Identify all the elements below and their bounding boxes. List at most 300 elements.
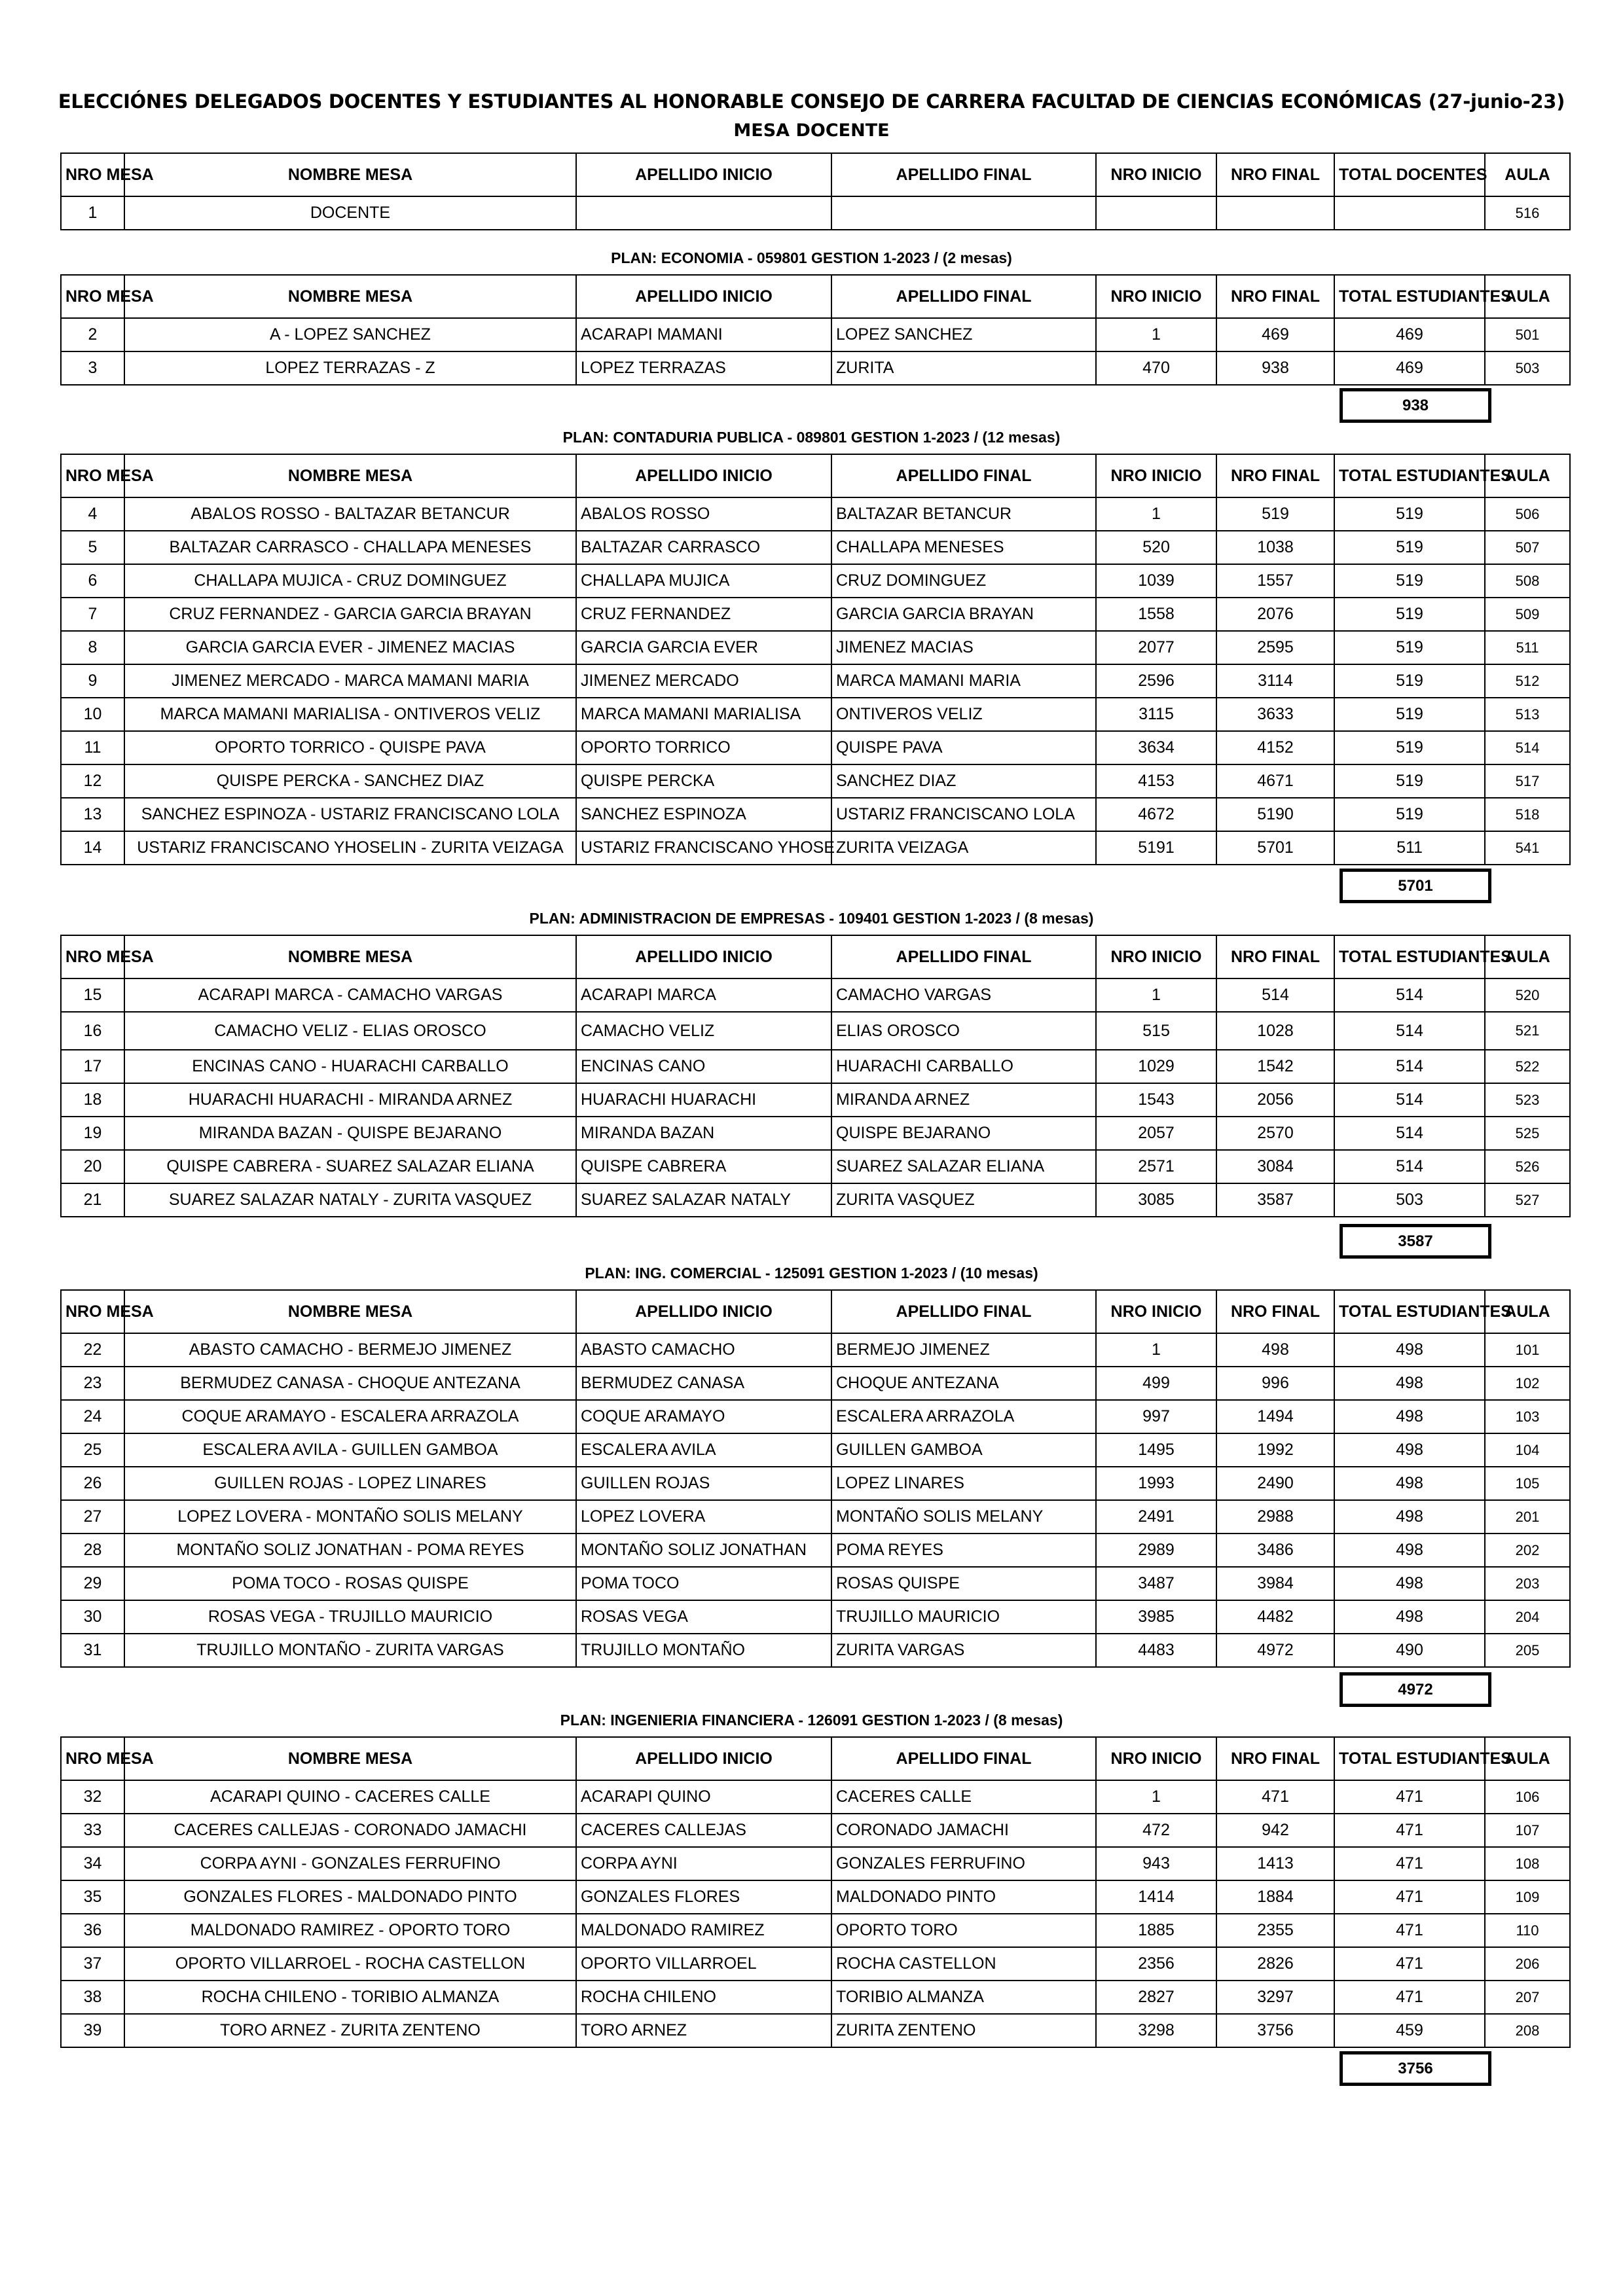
table-cell: OPORTO TORRICO (576, 731, 831, 764)
table-cell: ELIAS OROSCO (831, 1012, 1096, 1050)
table-cell: 2596 (1096, 664, 1216, 698)
table-cell: SUAREZ SALAZAR ELIANA (831, 1150, 1096, 1183)
plan-title: PLAN: CONTADURIA PUBLICA - 089801 GESTION 1-2023 / (12 mesas) (562, 429, 1061, 446)
table-cell: 471 (1334, 1947, 1485, 1981)
table-cell: ZURITA ZENTENO (831, 2014, 1096, 2047)
table-cell: 3297 (1216, 1981, 1334, 2014)
table-cell: 515 (1096, 1012, 1216, 1050)
column-header: APELLIDO FINAL (831, 1737, 1096, 1780)
document-title: ELECCIÓNES DELEGADOS DOCENTES Y ESTUDIANTES AL HONORABLE CONSEJO DE CARRERA FACULTAD DE CIENCIAS ECONÓMICAS (27-junio-23) (58, 90, 1565, 113)
table-row (61, 196, 1570, 230)
table-cell: 520 (1096, 531, 1216, 564)
table-header-row (61, 153, 1570, 196)
table-cell: 2491 (1096, 1500, 1216, 1534)
table-cell: 498 (1334, 1600, 1485, 1634)
table-cell: 2076 (1216, 598, 1334, 631)
table-cell: 201 (1485, 1500, 1570, 1534)
column-header: NRO MESA (61, 935, 124, 978)
table-cell: BERMUDEZ CANASA (576, 1367, 831, 1400)
table-cell: LOPEZ SANCHEZ (831, 318, 1096, 351)
table-cell: 1414 (1096, 1880, 1216, 1914)
table-cell: QUISPE PERCKA (576, 764, 831, 798)
table-cell: JIMENEZ MERCADO (576, 664, 831, 698)
table-cell: QUISPE CABRERA - SUAREZ SALAZAR ELIANA (124, 1150, 576, 1183)
column-header: TOTAL ESTUDIANTES (1334, 454, 1485, 497)
table-cell: COQUE ARAMAYO - ESCALERA ARRAZOLA (124, 1400, 576, 1433)
table-cell: 498 (1334, 1467, 1485, 1500)
table-row (61, 1433, 1570, 1467)
table-row (61, 1534, 1570, 1567)
table-cell: 108 (1485, 1847, 1570, 1880)
table-cell: MONTAÑO SOLIZ JONATHAN - POMA REYES (124, 1534, 576, 1567)
table-cell: 3756 (1216, 2014, 1334, 2047)
table-cell: ROSAS VEGA - TRUJILLO MAURICIO (124, 1600, 576, 1634)
table-cell: 508 (1485, 564, 1570, 598)
table-cell: 490 (1334, 1634, 1485, 1667)
table-header-row (61, 275, 1570, 318)
table-cell: ROCHA CHILENO - TORIBIO ALMANZA (124, 1981, 576, 2014)
table-cell: SUAREZ SALAZAR NATALY - ZURITA VASQUEZ (124, 1183, 576, 1217)
column-header: AULA (1485, 935, 1570, 978)
table-cell: 522 (1485, 1050, 1570, 1083)
column-header: NRO INICIO (1096, 275, 1216, 318)
table-cell (1216, 196, 1334, 230)
table-cell: ROCHA CASTELLON (831, 1947, 1096, 1981)
table-cell: CORPA AYNI - GONZALES FERRUFINO (124, 1847, 576, 1880)
table-cell: ZURITA VEIZAGA (831, 831, 1096, 865)
table-cell: POMA TOCO (576, 1567, 831, 1600)
table-cell: 3 (61, 351, 124, 385)
table-cell: DOCENTE (124, 196, 576, 230)
table-cell: MONTAÑO SOLIS MELANY (831, 1500, 1096, 1534)
table-cell: TRUJILLO MAURICIO (831, 1600, 1096, 1634)
table-cell: 102 (1485, 1367, 1570, 1400)
table-cell: 1542 (1216, 1050, 1334, 1083)
table-cell: 2595 (1216, 631, 1334, 664)
table-cell: 3486 (1216, 1534, 1334, 1567)
table-cell: 20 (61, 1150, 124, 1183)
table-row (61, 831, 1570, 865)
table-cell: 527 (1485, 1183, 1570, 1217)
table-cell: 1495 (1096, 1433, 1216, 1467)
table-cell: MARCA MAMANI MARIALISA (576, 698, 831, 731)
table-cell: 514 (1334, 1150, 1485, 1183)
table-cell: 2057 (1096, 1117, 1216, 1150)
table-cell: 33 (61, 1814, 124, 1847)
table-cell: GONZALES FLORES (576, 1880, 831, 1914)
table-cell: ESCALERA AVILA (576, 1433, 831, 1467)
table-cell: 514 (1334, 1083, 1485, 1117)
plan-total: 4972 (1340, 1672, 1491, 1707)
table-cell: 2571 (1096, 1150, 1216, 1183)
table-cell: HUARACHI HUARACHI - MIRANDA ARNEZ (124, 1083, 576, 1117)
table-row (61, 1012, 1570, 1050)
table-cell: 498 (1334, 1333, 1485, 1367)
table-cell: BALTAZAR CARRASCO - CHALLAPA MENESES (124, 531, 576, 564)
table-cell: 943 (1096, 1847, 1216, 1880)
table-cell: 517 (1485, 764, 1570, 798)
table-cell: 471 (1216, 1780, 1334, 1814)
table-row (61, 564, 1570, 598)
table-cell: ESCALERA AVILA - GUILLEN GAMBOA (124, 1433, 576, 1467)
table-cell: 511 (1485, 631, 1570, 664)
table-cell: 204 (1485, 1600, 1570, 1634)
mesa-table (60, 1736, 1571, 2048)
table-cell: 1992 (1216, 1433, 1334, 1467)
table-cell: 1884 (1216, 1880, 1334, 1914)
column-header: APELLIDO FINAL (831, 275, 1096, 318)
document-subtitle: MESA DOCENTE (733, 120, 890, 141)
table-cell: CAMACHO VARGAS (831, 978, 1096, 1012)
table-cell: 509 (1485, 598, 1570, 631)
table-header-row (61, 1290, 1570, 1333)
table-cell: 4483 (1096, 1634, 1216, 1667)
table-cell: 519 (1334, 731, 1485, 764)
table-row (61, 1183, 1570, 1217)
table-cell: 514 (1485, 731, 1570, 764)
table-cell: CACERES CALLE (831, 1780, 1096, 1814)
table-cell: 519 (1334, 497, 1485, 531)
table-cell: 22 (61, 1333, 124, 1367)
table-cell: 34 (61, 1847, 124, 1880)
table-cell: USTARIZ FRANCISCANO LOLA (831, 798, 1096, 831)
table-cell: MIRANDA BAZAN (576, 1117, 831, 1150)
table-cell: CACERES CALLEJAS - CORONADO JAMACHI (124, 1814, 576, 1847)
column-header: NRO FINAL (1216, 153, 1334, 196)
table-row (61, 318, 1570, 351)
table-cell: ACARAPI MARCA (576, 978, 831, 1012)
column-header: NRO MESA (61, 275, 124, 318)
table-cell: 1993 (1096, 1467, 1216, 1500)
table-cell: ENCINAS CANO - HUARACHI CARBALLO (124, 1050, 576, 1083)
table-cell: 501 (1485, 318, 1570, 351)
table-cell: CRUZ FERNANDEZ (576, 598, 831, 631)
column-header: NRO MESA (61, 1737, 124, 1780)
table-cell: SANCHEZ DIAZ (831, 764, 1096, 798)
column-header: AULA (1485, 454, 1570, 497)
table-cell: TORO ARNEZ (576, 2014, 831, 2047)
column-header: AULA (1485, 1737, 1570, 1780)
table-cell: 503 (1334, 1183, 1485, 1217)
table-cell: 32 (61, 1780, 124, 1814)
table-cell: 1 (1096, 1780, 1216, 1814)
table-cell: TORO ARNEZ - ZURITA ZENTENO (124, 2014, 576, 2047)
table-row (61, 1847, 1570, 1880)
table-cell: 2827 (1096, 1981, 1216, 2014)
table-cell: 472 (1096, 1814, 1216, 1847)
table-cell: 1029 (1096, 1050, 1216, 1083)
table-cell: 106 (1485, 1780, 1570, 1814)
table-cell: 471 (1334, 1780, 1485, 1814)
table-cell: ZURITA (831, 351, 1096, 385)
column-header: APELLIDO FINAL (831, 935, 1096, 978)
table-cell: 2355 (1216, 1914, 1334, 1947)
table-row (61, 1400, 1570, 1433)
table-cell: ESCALERA ARRAZOLA (831, 1400, 1096, 1433)
table-cell: 207 (1485, 1981, 1570, 2014)
table-cell: GARCIA GARCIA EVER (576, 631, 831, 664)
table-cell: 503 (1485, 351, 1570, 385)
table-cell: 3984 (1216, 1567, 1334, 1600)
column-header: NRO INICIO (1096, 454, 1216, 497)
table-cell: CACERES CALLEJAS (576, 1814, 831, 1847)
table-cell: GARCIA GARCIA EVER - JIMENEZ MACIAS (124, 631, 576, 664)
plan-title: PLAN: INGENIERIA FINANCIERA - 126091 GESTION 1-2023 / (8 mesas) (560, 1712, 1063, 1729)
table-row (61, 2014, 1570, 2047)
table-cell: 1558 (1096, 598, 1216, 631)
table-cell: 3114 (1216, 664, 1334, 698)
table-cell: USTARIZ FRANCISCANO YHOSELIN - ZURITA VEIZAGA (124, 831, 576, 865)
table-cell: ROSAS VEGA (576, 1600, 831, 1634)
column-header: APELLIDO INICIO (576, 454, 831, 497)
table-cell: 519 (1216, 497, 1334, 531)
table-row (61, 1567, 1570, 1600)
column-header: NRO FINAL (1216, 454, 1334, 497)
column-header: AULA (1485, 275, 1570, 318)
table-cell: 518 (1485, 798, 1570, 831)
table-cell: 2570 (1216, 1117, 1334, 1150)
table-cell: 14 (61, 831, 124, 865)
table-cell: 28 (61, 1534, 124, 1567)
column-header: NOMBRE MESA (124, 153, 576, 196)
column-header: TOTAL ESTUDIANTES (1334, 275, 1485, 318)
table-cell: ZURITA VARGAS (831, 1634, 1096, 1667)
table-cell: 105 (1485, 1467, 1570, 1500)
table-cell: 29 (61, 1567, 124, 1600)
mesa-table (60, 1289, 1571, 1668)
table-cell: 7 (61, 598, 124, 631)
table-row (61, 1333, 1570, 1367)
table-row (61, 531, 1570, 564)
table-cell: 498 (1334, 1433, 1485, 1467)
table-cell: 1557 (1216, 564, 1334, 598)
table-cell (1096, 196, 1216, 230)
table-cell: MARCA MAMANI MARIALISA - ONTIVEROS VELIZ (124, 698, 576, 731)
table-cell: 107 (1485, 1814, 1570, 1847)
table-cell: 514 (1334, 1117, 1485, 1150)
table-cell: 498 (1334, 1367, 1485, 1400)
table-cell: 2826 (1216, 1947, 1334, 1981)
table-cell: JIMENEZ MACIAS (831, 631, 1096, 664)
table-cell: 469 (1334, 351, 1485, 385)
table-cell: 512 (1485, 664, 1570, 698)
table-cell: OPORTO VILLARROEL - ROCHA CASTELLON (124, 1947, 576, 1981)
column-header: NRO FINAL (1216, 935, 1334, 978)
table-cell: 5 (61, 531, 124, 564)
table-cell: TRUJILLO MONTAÑO (576, 1634, 831, 1667)
table-cell: 521 (1485, 1012, 1570, 1050)
table-cell: 24 (61, 1400, 124, 1433)
table-cell: 15 (61, 978, 124, 1012)
table-cell: 12 (61, 764, 124, 798)
table-row (61, 1600, 1570, 1634)
table-cell: OPORTO TORRICO - QUISPE PAVA (124, 731, 576, 764)
table-cell: 514 (1334, 978, 1485, 1012)
table-cell: 18 (61, 1083, 124, 1117)
table-cell: 471 (1334, 1814, 1485, 1847)
table-cell: 3985 (1096, 1600, 1216, 1634)
column-header: AULA (1485, 153, 1570, 196)
column-header: NRO MESA (61, 454, 124, 497)
table-cell: ABASTO CAMACHO (576, 1333, 831, 1367)
column-header: NRO INICIO (1096, 1290, 1216, 1333)
table-cell: 519 (1334, 798, 1485, 831)
table-cell: 519 (1334, 764, 1485, 798)
table-cell: 471 (1334, 1847, 1485, 1880)
table-cell: ZURITA VASQUEZ (831, 1183, 1096, 1217)
table-cell: 19 (61, 1117, 124, 1150)
table-cell: 498 (1334, 1567, 1485, 1600)
table-cell: 519 (1334, 664, 1485, 698)
table-cell: BALTAZAR BETANCUR (831, 497, 1096, 531)
column-header: NRO MESA (61, 153, 124, 196)
table-cell: SANCHEZ ESPINOZA - USTARIZ FRANCISCANO LOLA (124, 798, 576, 831)
table-row (61, 698, 1570, 731)
table-row (61, 1914, 1570, 1947)
table-cell: 208 (1485, 2014, 1570, 2047)
table-cell: 471 (1334, 1880, 1485, 1914)
table-cell: 110 (1485, 1914, 1570, 1947)
table-cell: 1 (1096, 1333, 1216, 1367)
mesa-table (60, 454, 1571, 865)
table-cell: 3085 (1096, 1183, 1216, 1217)
table-cell: 1494 (1216, 1400, 1334, 1433)
table-cell: 27 (61, 1500, 124, 1534)
table-cell: 5190 (1216, 798, 1334, 831)
table-cell: CHALLAPA MUJICA - CRUZ DOMINGUEZ (124, 564, 576, 598)
table-cell: MONTAÑO SOLIZ JONATHAN (576, 1534, 831, 1567)
table-cell: 2490 (1216, 1467, 1334, 1500)
table-cell: 996 (1216, 1367, 1334, 1400)
table-cell: 519 (1334, 698, 1485, 731)
table-cell: SANCHEZ ESPINOZA (576, 798, 831, 831)
table-cell: 519 (1334, 631, 1485, 664)
column-header: NRO INICIO (1096, 153, 1216, 196)
table-cell: 997 (1096, 1400, 1216, 1433)
table-cell: CHOQUE ANTEZANA (831, 1367, 1096, 1400)
table-cell (1334, 196, 1485, 230)
table-cell: JIMENEZ MERCADO - MARCA MAMANI MARIA (124, 664, 576, 698)
table-cell: 4152 (1216, 731, 1334, 764)
column-header: NRO INICIO (1096, 935, 1216, 978)
column-header: APELLIDO INICIO (576, 275, 831, 318)
table-cell: CORPA AYNI (576, 1847, 831, 1880)
table-cell: 1039 (1096, 564, 1216, 598)
plan-total: 3756 (1340, 2051, 1491, 2086)
table-cell: 3298 (1096, 2014, 1216, 2047)
table-cell: USTARIZ FRANCISCANO YHOSE (576, 831, 831, 865)
table-cell: QUISPE PAVA (831, 731, 1096, 764)
column-header: APELLIDO INICIO (576, 935, 831, 978)
table-row (61, 1780, 1570, 1814)
table-cell: 1885 (1096, 1914, 1216, 1947)
table-cell: 3115 (1096, 698, 1216, 731)
table-cell: 519 (1334, 598, 1485, 631)
table-cell: ACARAPI MARCA - CAMACHO VARGAS (124, 978, 576, 1012)
column-header: APELLIDO INICIO (576, 1290, 831, 1333)
table-cell: BALTAZAR CARRASCO (576, 531, 831, 564)
table-cell: 507 (1485, 531, 1570, 564)
table-cell: 4972 (1216, 1634, 1334, 1667)
table-cell: 4672 (1096, 798, 1216, 831)
mesa-table (60, 152, 1571, 230)
table-cell: 17 (61, 1050, 124, 1083)
table-cell: LOPEZ TERRAZAS (576, 351, 831, 385)
table-header-row (61, 1737, 1570, 1780)
table-cell: 519 (1334, 564, 1485, 598)
table-cell: MALDONADO RAMIREZ - OPORTO TORO (124, 1914, 576, 1947)
table-cell: GONZALES FERRUFINO (831, 1847, 1096, 1880)
table-cell: MARCA MAMANI MARIA (831, 664, 1096, 698)
table-row (61, 1467, 1570, 1500)
table-cell: ENCINAS CANO (576, 1050, 831, 1083)
table-cell: 514 (1216, 978, 1334, 1012)
table-cell: 514 (1334, 1050, 1485, 1083)
table-cell: CRUZ FERNANDEZ - GARCIA GARCIA BRAYAN (124, 598, 576, 631)
table-cell: LOPEZ LOVERA (576, 1500, 831, 1534)
table-cell: 205 (1485, 1634, 1570, 1667)
table-cell: 5701 (1216, 831, 1334, 865)
table-header-row (61, 935, 1570, 978)
table-cell: 3634 (1096, 731, 1216, 764)
table-cell: 514 (1334, 1012, 1485, 1050)
table-cell: 498 (1334, 1400, 1485, 1433)
table-cell: QUISPE CABRERA (576, 1150, 831, 1183)
table-cell: MALDONADO PINTO (831, 1880, 1096, 1914)
table-cell: 498 (1334, 1500, 1485, 1534)
table-cell: MIRANDA BAZAN - QUISPE BEJARANO (124, 1117, 576, 1150)
table-cell: 203 (1485, 1567, 1570, 1600)
table-cell: 511 (1334, 831, 1485, 865)
table-cell: CAMACHO VELIZ (576, 1012, 831, 1050)
table-cell: 101 (1485, 1333, 1570, 1367)
table-row (61, 1050, 1570, 1083)
table-cell: MALDONADO RAMIREZ (576, 1914, 831, 1947)
table-row (61, 1634, 1570, 1667)
table-cell: 11 (61, 731, 124, 764)
table-cell: CHALLAPA MENESES (831, 531, 1096, 564)
table-cell: 1 (1096, 318, 1216, 351)
table-cell: OPORTO TORO (831, 1914, 1096, 1947)
table-cell: BERMUDEZ CANASA - CHOQUE ANTEZANA (124, 1367, 576, 1400)
mesa-table (60, 274, 1571, 386)
table-cell: 470 (1096, 351, 1216, 385)
table-cell: HUARACHI HUARACHI (576, 1083, 831, 1117)
table-cell: GONZALES FLORES - MALDONADO PINTO (124, 1880, 576, 1914)
table-cell: 469 (1334, 318, 1485, 351)
table-row (61, 764, 1570, 798)
table-cell: 938 (1216, 351, 1334, 385)
table-cell: HUARACHI CARBALLO (831, 1050, 1096, 1083)
table-cell: 1 (1096, 497, 1216, 531)
table-header-row (61, 454, 1570, 497)
table-cell: BERMEJO JIMENEZ (831, 1333, 1096, 1367)
table-cell: 206 (1485, 1947, 1570, 1981)
table-cell: ACARAPI MAMANI (576, 318, 831, 351)
table-cell: 506 (1485, 497, 1570, 531)
table-row (61, 497, 1570, 531)
table-cell: 35 (61, 1880, 124, 1914)
table-cell: 2056 (1216, 1083, 1334, 1117)
table-cell: 2989 (1096, 1534, 1216, 1567)
table-cell: CRUZ DOMINGUEZ (831, 564, 1096, 598)
column-header: TOTAL ESTUDIANTES (1334, 1737, 1485, 1780)
table-cell: 2356 (1096, 1947, 1216, 1981)
table-cell: QUISPE BEJARANO (831, 1117, 1096, 1150)
table-cell: 471 (1334, 1981, 1485, 2014)
column-header: NRO INICIO (1096, 1737, 1216, 1780)
column-header: NOMBRE MESA (124, 454, 576, 497)
